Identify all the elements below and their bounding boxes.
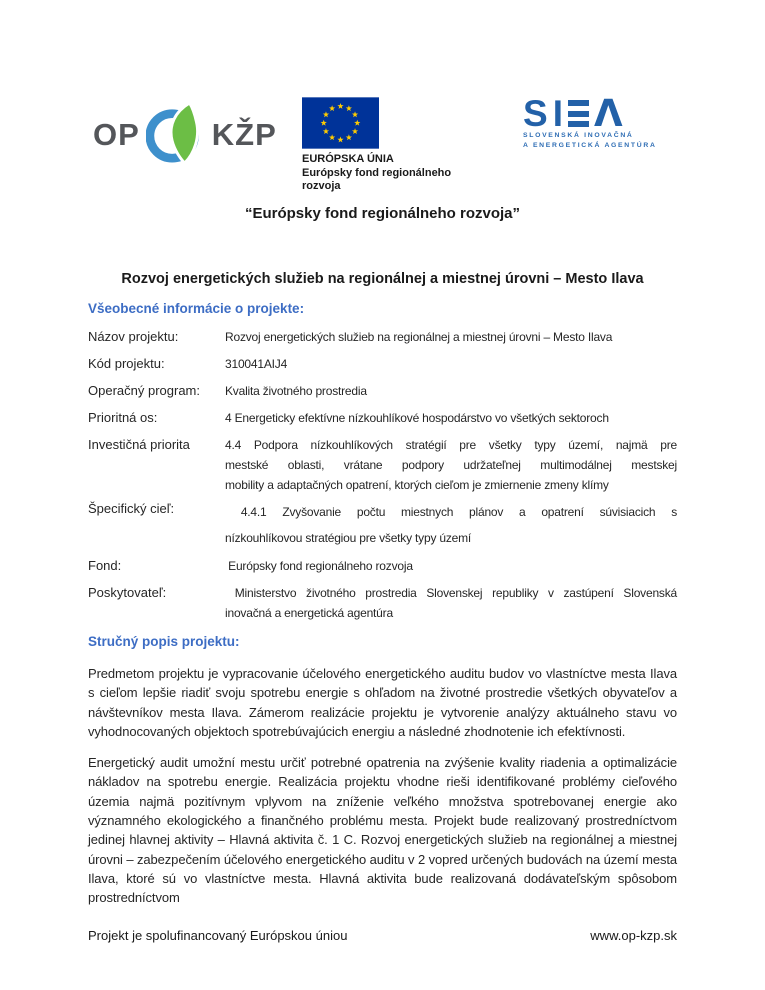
siea-subtitle-line1: SLOVENSKÁ INOVAČNÁ [523, 132, 634, 139]
eu-flag-icon [302, 97, 379, 149]
footer-website: www.op-kzp.sk [590, 928, 677, 943]
info-value-line: 4 Energeticky efektívne nízkouhlíkové hospodárstvo vo všetkých sektoroch [225, 411, 609, 425]
info-row [88, 583, 677, 623]
general-info-heading: Všeobecné informácie o projekte: [88, 301, 305, 316]
siea-letter-e-bars-icon [568, 100, 589, 128]
info-label: Kód projektu: [88, 356, 165, 371]
description-paragraphs [88, 664, 677, 908]
info-label: Operačný program: [88, 383, 200, 398]
siea-wordmark [523, 92, 673, 135]
info-value [225, 499, 677, 551]
info-row [88, 381, 677, 401]
info-value-line: nízkouhlíkovou stratégiou pre všetky typy území [225, 531, 472, 545]
opkzp-suffix-label: KŽP [211, 116, 277, 152]
siea-letter-a: Λ [593, 92, 623, 135]
siea-letter-i: I [552, 93, 563, 134]
info-row [88, 408, 677, 428]
info-label: Investičná priorita [88, 437, 190, 452]
page-footer [88, 928, 677, 943]
opkzp-prefix-label: OP [93, 116, 140, 152]
info-label: Špecifický cieľ: [88, 501, 175, 516]
info-row [88, 499, 677, 551]
eu-subtitle-line2: rozvoja [302, 180, 341, 192]
info-value-line: 310041AIJ4 [225, 357, 288, 371]
siea-letter-s: S [523, 93, 548, 134]
info-label: Prioritná os: [88, 410, 158, 425]
info-value [225, 435, 677, 495]
info-value [225, 556, 677, 576]
project-title: Rozvoj energetických služieb na regionálnej a miestnej úrovni – Mesto Ilava [121, 271, 644, 287]
info-value [225, 354, 677, 374]
info-row [88, 556, 677, 576]
info-value [225, 381, 677, 401]
footer-cofinancing-note: Projekt je spolufinancovaný Európskou úniou [88, 928, 348, 943]
info-label: Názov projektu: [88, 329, 179, 344]
siea-subtitle-line2: A ENERGETICKÁ AGENTÚRA [523, 141, 657, 149]
description-section [88, 634, 677, 920]
info-value-line: 4.4 Podpora nízkouhlíkových stratégií pre všetky typy území, najmä pre [225, 438, 677, 452]
opkzp-logo [93, 100, 277, 168]
info-value-line: 4.4.1 Zvyšovanie počtu miestnych plánov a opatrení súvisiacich s [225, 505, 678, 519]
info-value-line: Európsky fond regionálneho rozvoja [225, 559, 413, 573]
fund-quote-title: “Európsky fond regionálneho rozvoja” [244, 205, 521, 222]
info-label: Poskytovateľ: [88, 585, 167, 600]
eu-title-label: EURÓPSKA ÚNIA [302, 153, 394, 165]
info-row [88, 354, 677, 374]
info-row [88, 435, 677, 495]
info-value-line: Ministerstvo životného prostredia Slovenskej republiky v zastúpení Slovenská [225, 586, 677, 600]
eu-subtitle-line1: Európsky fond regionálneho [302, 166, 452, 179]
info-value-line: Rozvoj energetických služieb na regionálnej a miestnej úrovni – Mesto Ilava [225, 330, 613, 344]
info-value [225, 408, 677, 428]
info-value [225, 327, 677, 347]
info-value-line: mobility a adaptačných opatrení, ktorých cieľom je zmiernenie zmeny klímy [225, 478, 609, 492]
info-value [225, 583, 677, 623]
description-paragraph: Energetický audit umožní mestu určiť potrebné opatrenia na zvýšenie kvality riadenia a optimalizácie nákladov na spotrebu energie. Realizácia projektu vhodne rieši identifikované problémy cieľového územia najmä pozitívnym vplyvom na zníženie veľkého množstva spotrebovanej energie ako významného ekologického a finančného problému mesta. Projekt bude realizovaný prostredníctvom jedinej hlavnej aktivity – Hlavná aktivita č. 1 C. Rozvoj energetických služieb na regionálnej a miestnej úrovni – zabezpečením účelového energetického auditu v 2 vopred určených budovách na území mesta Ilava, ktoré sú vo vlastníctve mesta. Hlavná aktivita bude realizovaná dodávateľským spôsobom prostredníctvom [88, 755, 677, 906]
project-info-table [88, 327, 677, 630]
info-value-line: mestské oblasti, vrátane podpory udržateľnej multimodálnej mestskej [225, 458, 677, 472]
siea-logo [523, 92, 673, 150]
info-row [88, 327, 677, 347]
description-heading: Stručný popis projektu: [88, 634, 240, 649]
opkzp-leaf-ring-icon [146, 100, 206, 168]
info-value-line: Kvalita životného prostredia [225, 384, 367, 398]
eu-logo [302, 97, 492, 194]
info-value-line: inovačná a energetická agentúra [225, 606, 393, 620]
description-paragraph: Predmetom projektu je vypracovanie účelového energetického auditu budov vo vlastníctve mesta Ilava s cieľom lepšie riadiť svoju spotrebu energie s ohľadom na životné prostredie všetkých obyvateľov a návštevníkov mesta Ilava. Zámerom realizácie projektu je vytvorenie analýzy aktuálneho stavu vo vyhodnocovaných objektoch spotrebúvajúcich energiu a následné zhodnotenie ich efektívnosti. [88, 666, 677, 739]
info-label: Fond: [88, 558, 122, 573]
